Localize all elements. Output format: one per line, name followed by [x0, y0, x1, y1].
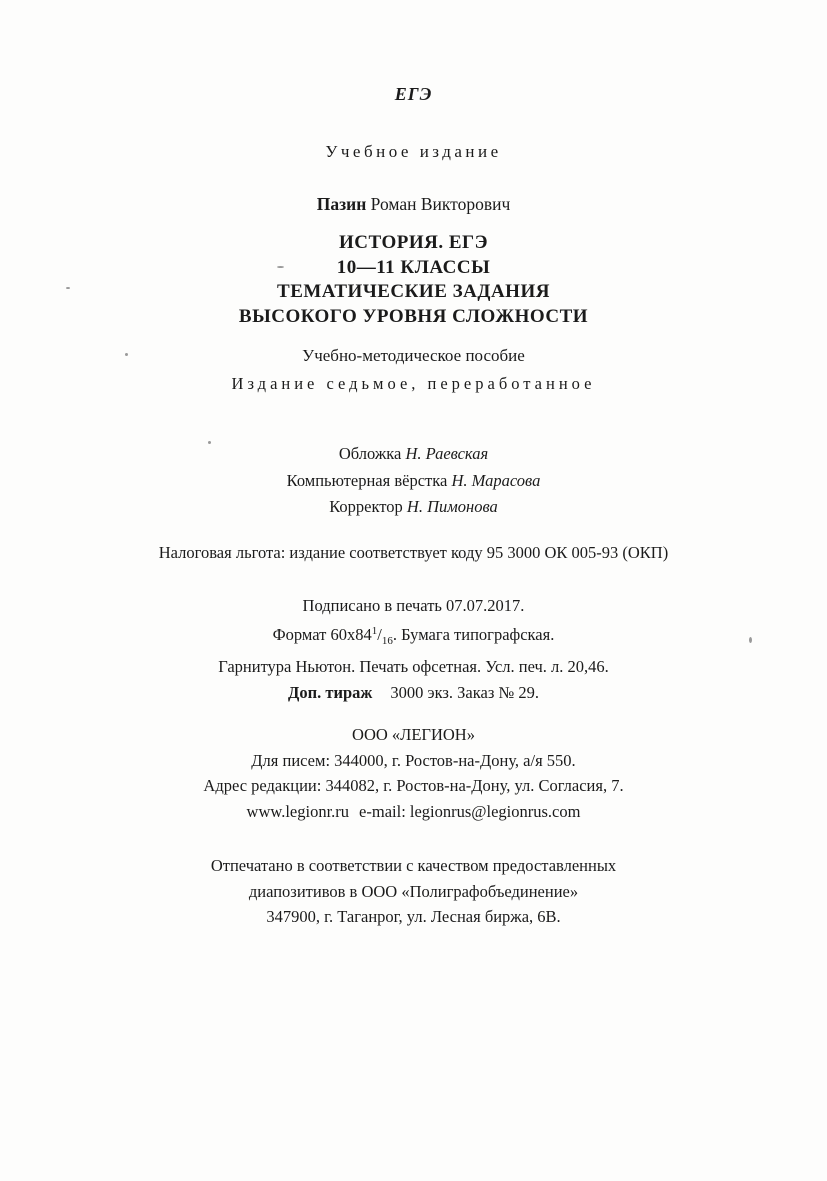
printing-house-block: [0, 853, 827, 930]
print-details-block: [0, 593, 827, 705]
tirage-line: [0, 680, 827, 706]
printing-house-line-1: Отпечатано в соответствии с качеством предоставленных: [210, 856, 617, 875]
author-surname: Пазин: [316, 194, 367, 214]
credit-role: Компьютерная вёрстка: [286, 470, 448, 490]
title-line-3: ТЕМАТИЧЕСКИЕ ЗАДАНИЯ: [277, 281, 550, 302]
credit-role: Обложка: [338, 444, 402, 463]
credit-name: Н. Раевская: [405, 444, 489, 463]
series-label: ЕГЭ: [394, 84, 433, 104]
publisher-website: www.legionr.ru: [246, 801, 350, 821]
signed-to-print-line: Подписано в печать 07.07.2017.: [302, 596, 525, 615]
credit-role: Корректор: [329, 497, 403, 516]
tirage-label: Доп. тираж: [288, 682, 373, 702]
publisher-name: ООО «ЛЕГИОН»: [352, 725, 475, 744]
credit-layout: [0, 468, 827, 495]
printing-house-line-2: диапозитивов в ООО «Полиграфобъединение»: [248, 881, 579, 901]
typeface-line: Гарнитура Ньютон. Печать офсетная. Усл. печ. л. 20,46.: [218, 657, 609, 676]
tax-benefit-note: Налоговая льгота: издание соответствует коду 95 3000 ОК 005-93 (ОКП): [158, 543, 669, 562]
scan-speck: [125, 353, 128, 356]
format-line: Формат $60х84^1/_{16}$. Бумага типографская.: [272, 624, 555, 647]
publisher-editorial-address: Адрес редакции: 344082, г. Ростов-на-Дону, ул. Согласия, 7.: [203, 776, 624, 795]
scan-speck: [749, 637, 752, 643]
credit-cover: [0, 441, 827, 468]
edition-note: Издание седьмое, переработанное: [231, 374, 596, 393]
printing-house-line-3: 347900, г. Таганрог, ул. Лесная биржа, 6В.: [266, 907, 561, 926]
order-number: Заказ № 29.: [457, 682, 539, 702]
scan-speck: [277, 266, 284, 268]
title-line-1: ИСТОРИЯ. ЕГЭ: [339, 232, 488, 253]
publisher-block: [0, 722, 827, 824]
edition-type-label: Учебное издание: [325, 142, 502, 161]
author-given-names: Роман Викторович: [370, 194, 511, 214]
credit-name: Н. Пимонова: [406, 497, 498, 516]
subtitle: Учебно-методическое пособие: [302, 346, 525, 365]
credit-name: Н. Марасова: [451, 470, 541, 490]
publisher-letters-address: Для писем: 344000, г. Ростов-на-Дону, а/я 550.: [251, 750, 576, 770]
book-title: [0, 231, 827, 329]
scan-speck: [66, 287, 70, 289]
publisher-contacts-line: [0, 799, 827, 825]
author-line: [0, 194, 827, 215]
tirage-value: 3000 экз.: [390, 682, 454, 702]
publisher-email: e-mail: legionrus@legionrus.com: [359, 801, 581, 821]
credit-proofreader: [0, 494, 827, 521]
credits-block: [0, 441, 827, 521]
title-line-4: ВЫСОКОГО УРОВНЯ СЛОЖНОСТИ: [238, 305, 589, 327]
scan-speck: [208, 441, 211, 444]
title-line-2: 10—11 КЛАССЫ: [336, 256, 491, 278]
